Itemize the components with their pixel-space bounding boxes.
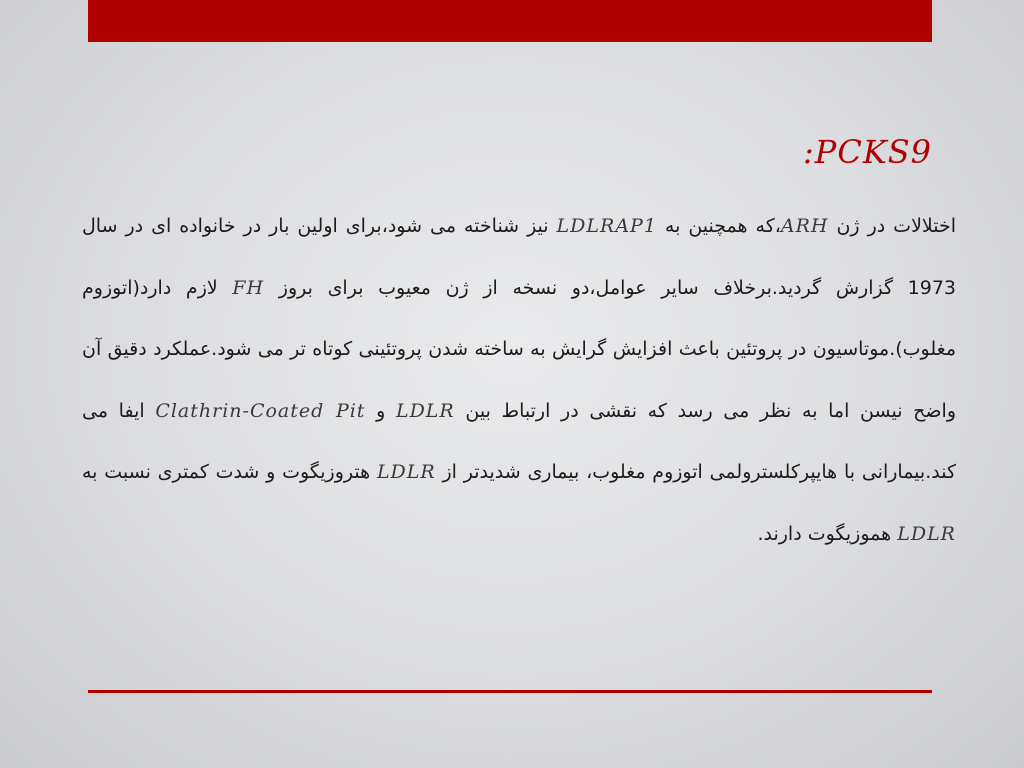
term-clathrin-coated-pit: Clathrin-Coated Pit: [155, 399, 366, 422]
body-text-segment: نیز شناخته می شود،برای اولین بار در خانواده ای در سال 1973 گزارش گردید.برخلاف سایر عوامل،دو نسخه از ژن معیوب برای بروز: [82, 215, 957, 299]
body-text-segment: ،که همچنین به: [656, 215, 781, 237]
bottom-accent-rule: [88, 690, 932, 693]
body-text-segment: ایفا می کند.بیمارانی با هایپرکلسترولمی اتوزوم مغلوب، بیماری شدیدتر از: [82, 399, 956, 483]
top-accent-bar: [88, 0, 932, 42]
body-text-segment: لازم دارد(اتوزوم مغلوب).موتاسیون در پروتئین باعث افزایش گرایش به ساخته شدن پروتئینی کوتاه تر می شود.عملکرد دقیق آن واضح نیسن اما به نظر می رسد که نقشی در ارتباط بین: [82, 276, 956, 422]
body-text-segment: هتروزیگوت و شدت کمتری نسبت به: [82, 461, 377, 483]
gene-name-arh: ARH: [780, 215, 829, 237]
body-text-segment: هموزیگوت دارند.: [757, 522, 898, 545]
body-text-segment: اختلالات در ژن: [828, 215, 957, 237]
term-ldlr: LDLR: [897, 522, 956, 545]
term-fh: FH: [232, 276, 265, 299]
slide-body-paragraph: [82, 196, 956, 565]
term-ldlr: LDLR: [395, 399, 455, 422]
slide-title: :PCKS9: [803, 133, 932, 171]
body-text-segment: و: [365, 399, 396, 422]
term-ldlr: LDLR: [376, 461, 436, 483]
gene-name-ldlrap1: LDLRAP1: [556, 215, 657, 237]
